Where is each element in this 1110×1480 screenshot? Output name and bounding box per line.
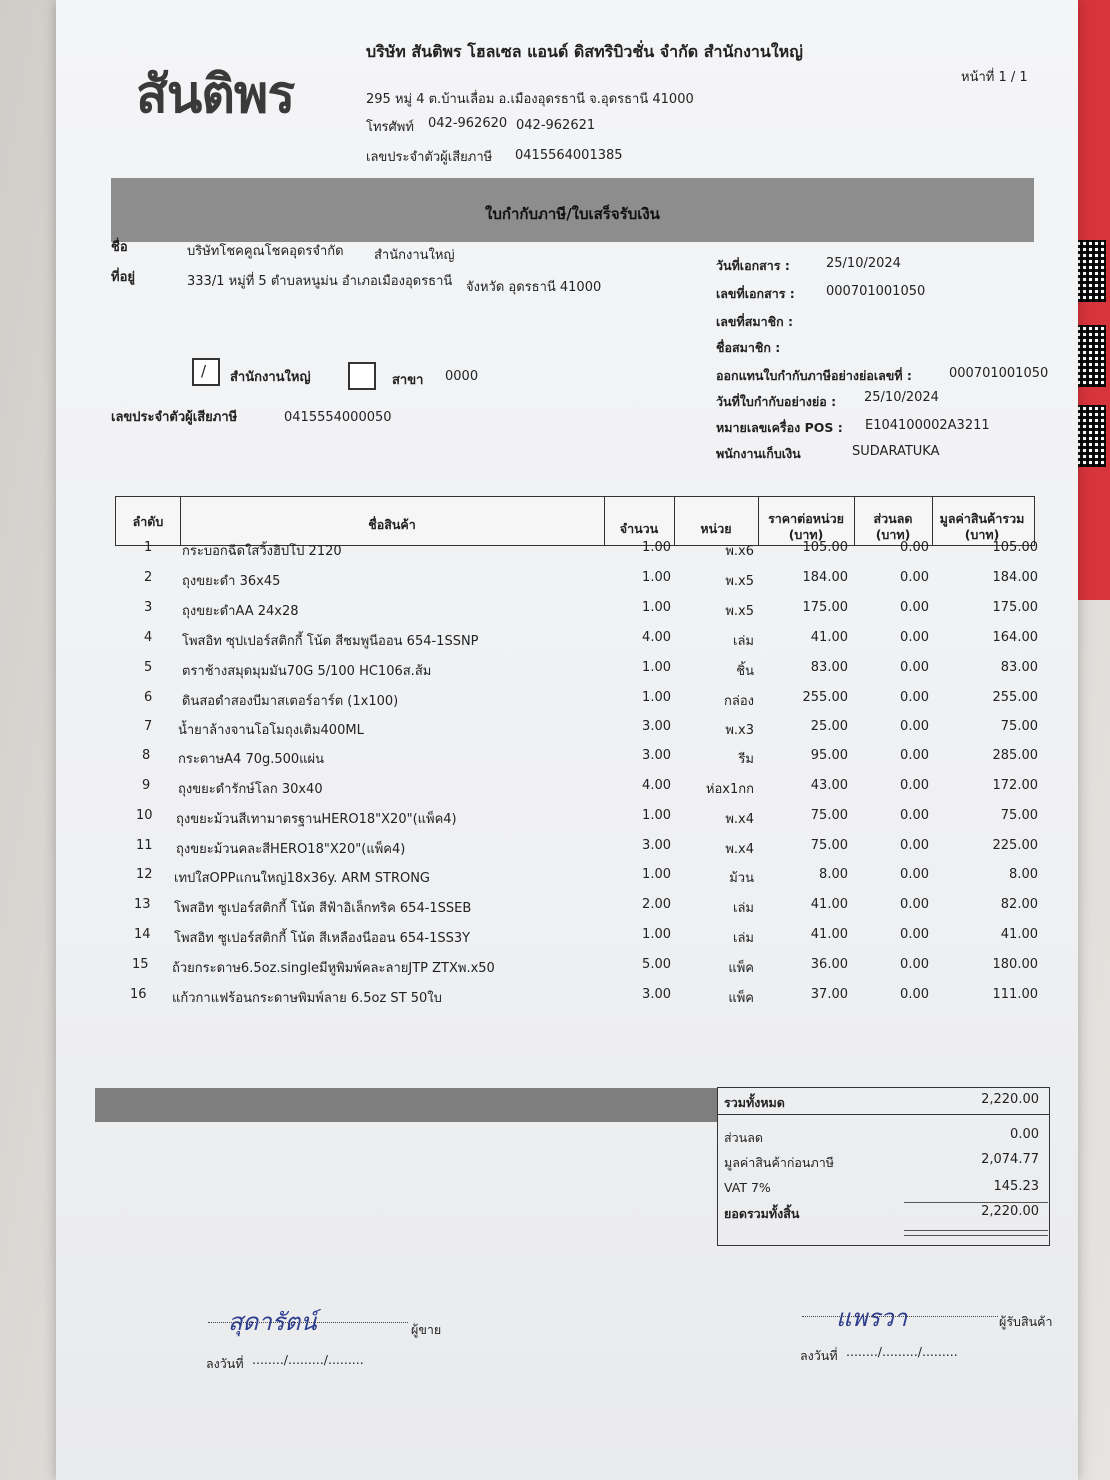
summary-vat: 145.23 xyxy=(993,1179,1039,1194)
row-discount: 0.00 xyxy=(900,838,929,853)
summary-total: 2,220.00 xyxy=(981,1092,1039,1107)
summary-pretax-label: มูลค่าสินค้าก่อนภาษี xyxy=(724,1155,834,1170)
summary-grand: 2,220.00 xyxy=(981,1204,1039,1219)
table-row xyxy=(56,719,1056,743)
row-qty: 5.00 xyxy=(642,957,671,972)
col-price-unit: (บาท) xyxy=(788,527,824,542)
row-no: 4 xyxy=(144,630,153,645)
col-unit xyxy=(674,497,759,545)
doc-date: 25/10/2024 xyxy=(826,256,901,271)
row-no: 3 xyxy=(144,600,153,615)
summary-bar xyxy=(95,1088,718,1122)
row-price: 105.00 xyxy=(802,540,848,555)
row-discount: 0.00 xyxy=(900,808,929,823)
row-price: 36.00 xyxy=(810,957,848,972)
row-total: 41.00 xyxy=(1000,927,1038,942)
table-row xyxy=(56,808,1056,832)
row-no: 10 xyxy=(136,808,153,823)
table-row xyxy=(56,927,1056,951)
hq-label: สำนักงานใหญ่ xyxy=(230,370,311,385)
receiver-label: ผู้รับสินค้า xyxy=(999,1314,1053,1329)
row-item-name: โพสอิท ซูเปอร์สติกกี้ โน้ต สีฟ้าอิเล็กทริค 654-1SSEB xyxy=(174,901,472,916)
col-discount-unit: (บาท) xyxy=(875,527,911,542)
row-item-name: แก้วกาแฟร้อนกระดาษพิมพ์ลาย 6.5oz ST 50ใบ xyxy=(172,991,442,1006)
summary-vat-label: VAT 7% xyxy=(724,1180,771,1195)
row-item-name: เทปใสOPPแกนใหญ่18x36y. ARM STRONG xyxy=(174,871,431,886)
row-no: 7 xyxy=(144,719,153,734)
row-total: 75.00 xyxy=(1000,808,1038,823)
col-price-label: ราคาต่อหน่วย xyxy=(768,511,844,526)
col-price xyxy=(758,497,855,545)
summary-double-rule xyxy=(904,1230,1048,1231)
table-row xyxy=(56,600,1056,624)
customer-name-label: ชื่อ xyxy=(111,240,128,255)
col-discount-label: ส่วนลด xyxy=(873,511,913,526)
row-qty: 3.00 xyxy=(642,719,671,734)
row-unit: เล่ม xyxy=(733,901,754,916)
customer-address: 333/1 หมู่ที่ 5 ตำบลหนูม่น อำเภอเมืองอุดรธานี xyxy=(187,274,453,289)
row-item-name: ถุงขยะม้วนสีเทามาตรฐานHERO18"X20"(แพ็ค4) xyxy=(176,812,457,827)
member-name-label: ชื่อสมาชิก : xyxy=(716,340,781,355)
seller-signature: สุดารัตน์ xyxy=(228,1308,317,1336)
invoice-paper xyxy=(56,0,1078,1480)
row-total: 285.00 xyxy=(992,748,1038,763)
row-total: 83.00 xyxy=(1000,660,1038,675)
row-qty: 1.00 xyxy=(642,540,671,555)
doc-number: 000701001050 xyxy=(826,284,926,299)
customer-branch-name: สำนักงานใหญ่ xyxy=(374,248,455,263)
row-item-name: ถุงขยะม้วนคละสีHERO18"X20"(แพ็ค4) xyxy=(176,842,406,857)
row-price: 255.00 xyxy=(802,690,848,705)
row-total: 75.00 xyxy=(1000,719,1038,734)
row-no: 2 xyxy=(144,570,153,585)
col-no xyxy=(116,497,181,545)
table-row xyxy=(56,690,1056,714)
row-price: 75.00 xyxy=(810,838,848,853)
row-item-name: โพสอิท ซุปเปอร์สติกกี้ โน้ต สีชมพูนีออน 654-1SSNP xyxy=(182,634,479,649)
short-invoice-date: 25/10/2024 xyxy=(864,390,939,405)
row-unit: พ.x4 xyxy=(725,812,754,827)
row-discount: 0.00 xyxy=(900,660,929,675)
row-no: 14 xyxy=(134,927,151,942)
row-item-name: กระบอกฉีดใสวิ้งฮิปโป 2120 xyxy=(182,544,342,559)
cashier-name: SUDARATUKA xyxy=(852,444,940,459)
row-unit: ชิ้น xyxy=(736,664,754,679)
row-price: 41.00 xyxy=(810,927,848,942)
seller-signature-line xyxy=(208,1322,408,1323)
row-no: 16 xyxy=(130,987,147,1002)
customer-taxid-label: เลขประจำตัวผู้เสียภาษี xyxy=(111,410,238,425)
row-qty: 4.00 xyxy=(642,778,671,793)
row-no: 1 xyxy=(144,540,153,555)
row-discount: 0.00 xyxy=(900,987,929,1002)
row-unit: เล่ม xyxy=(733,931,754,946)
row-qty: 1.00 xyxy=(642,808,671,823)
receiver-date-blank: ......../........./......... xyxy=(846,1344,958,1359)
replace-invoice-label: ออกแทนใบกำกับภาษีอย่างย่อเลขที่ : xyxy=(716,368,912,383)
table-row xyxy=(56,660,1056,684)
row-total: 180.00 xyxy=(992,957,1038,972)
row-item-name: ถุงขยะดำAA 24x28 xyxy=(182,604,299,619)
member-number-label: เลขที่สมาชิก : xyxy=(716,314,794,329)
row-unit: แพ็ค xyxy=(728,991,754,1006)
row-qty: 3.00 xyxy=(642,838,671,853)
table-row xyxy=(56,540,1056,564)
page-number: หน้าที่ 1 / 1 xyxy=(961,70,1028,85)
items-table-header xyxy=(115,496,1035,546)
table-row xyxy=(56,570,1056,594)
row-discount: 0.00 xyxy=(900,570,929,585)
table-row xyxy=(56,987,1056,1011)
table-row xyxy=(56,897,1056,921)
row-no: 8 xyxy=(142,748,151,763)
row-price: 41.00 xyxy=(810,630,848,645)
row-unit: พ.x4 xyxy=(725,842,754,857)
customer-name: บริษัทโชคคูณโชคอุดรจำกัด xyxy=(187,244,344,259)
row-qty: 1.00 xyxy=(642,660,671,675)
row-price: 25.00 xyxy=(810,719,848,734)
summary-separator xyxy=(718,1114,1049,1115)
table-row xyxy=(56,838,1056,862)
row-total: 255.00 xyxy=(992,690,1038,705)
row-unit: เล่ม xyxy=(733,634,754,649)
hq-checkmark: / xyxy=(201,362,207,380)
row-qty: 1.00 xyxy=(642,867,671,882)
company-logo: สันติพร xyxy=(136,65,295,125)
row-price: 75.00 xyxy=(810,808,848,823)
row-discount: 0.00 xyxy=(900,897,929,912)
row-discount: 0.00 xyxy=(900,778,929,793)
seller-date-blank: ......../........./......... xyxy=(252,1352,364,1367)
row-unit: พ.x5 xyxy=(725,574,754,589)
summary-box xyxy=(717,1087,1050,1246)
branch-label: สาขา xyxy=(392,373,424,388)
row-item-name: น้ำยาล้างจานโอโมถุงเติม400ML xyxy=(178,723,364,738)
doc-number-label: เลขที่เอกสาร : xyxy=(716,286,795,301)
doc-date-label: วันที่เอกสาร : xyxy=(716,258,790,273)
row-price: 175.00 xyxy=(802,600,848,615)
row-qty: 1.00 xyxy=(642,927,671,942)
row-unit: พ.x6 xyxy=(725,544,754,559)
table-row xyxy=(56,957,1056,981)
col-discount xyxy=(854,497,933,545)
row-qty: 1.00 xyxy=(642,600,671,615)
row-no: 12 xyxy=(136,867,153,882)
row-discount: 0.00 xyxy=(900,630,929,645)
row-item-name: ถ้วยกระดาษ6.5oz.singleมีหูพิมพ์คละลายJTP ZTXพ.x50 xyxy=(172,961,495,976)
row-discount: 0.00 xyxy=(900,927,929,942)
document-title: ใบกำกับภาษี/ใบเสร็จรับเงิน xyxy=(485,205,660,223)
row-qty: 1.00 xyxy=(642,570,671,585)
row-qty: 1.00 xyxy=(642,690,671,705)
row-total: 111.00 xyxy=(992,987,1038,1002)
summary-discount-label: ส่วนลด xyxy=(724,1130,763,1145)
row-item-name: ถุงขยะดำรักษ์โลก 30x40 xyxy=(178,782,323,797)
customer-address-label: ที่อยู่ xyxy=(111,270,135,285)
company-phone-1: 042-962620 xyxy=(428,116,508,131)
row-no: 5 xyxy=(144,660,153,675)
row-price: 41.00 xyxy=(810,897,848,912)
row-price: 37.00 xyxy=(810,987,848,1002)
row-qty: 2.00 xyxy=(642,897,671,912)
row-total: 82.00 xyxy=(1000,897,1038,912)
row-discount: 0.00 xyxy=(900,719,929,734)
seller-date-label: ลงวันที่ xyxy=(206,1356,244,1371)
row-price: 8.00 xyxy=(819,867,848,882)
row-price: 95.00 xyxy=(810,748,848,763)
table-row xyxy=(56,630,1056,654)
col-qty xyxy=(604,497,675,545)
row-discount: 0.00 xyxy=(900,690,929,705)
summary-grand-label: ยอดรวมทั้งสิ้น xyxy=(724,1206,800,1221)
receiver-date-label: ลงวันที่ xyxy=(800,1348,838,1363)
row-qty: 4.00 xyxy=(642,630,671,645)
row-no: 13 xyxy=(134,897,151,912)
col-name xyxy=(180,497,605,545)
receiver-signature-line xyxy=(802,1316,998,1317)
col-total-label: มูลค่าสินค้ารวม xyxy=(939,511,1025,526)
hq-checkbox xyxy=(192,358,220,386)
row-no: 15 xyxy=(132,957,149,972)
customer-province: จังหวัด อุดรธานี 41000 xyxy=(466,280,602,295)
row-price: 184.00 xyxy=(802,570,848,585)
row-no: 11 xyxy=(136,838,153,853)
table-row xyxy=(56,748,1056,772)
company-taxid: 0415564001385 xyxy=(515,148,623,163)
row-unit: พ.x3 xyxy=(725,723,754,738)
row-total: 8.00 xyxy=(1009,867,1038,882)
row-total: 105.00 xyxy=(992,540,1038,555)
row-total: 225.00 xyxy=(992,838,1038,853)
row-item-name: โพสอิท ซูเปอร์สติกกี้ โน้ต สีเหลืองนีออน 654-1SS3Y xyxy=(174,931,471,946)
row-qty: 3.00 xyxy=(642,987,671,1002)
row-discount: 0.00 xyxy=(900,748,929,763)
row-total: 184.00 xyxy=(992,570,1038,585)
row-unit: แพ็ค xyxy=(728,961,754,976)
row-item-name: ตราช้างสมุดมุมมัน70G 5/100 HC106ส.ส้ม xyxy=(182,664,432,679)
table-row xyxy=(56,778,1056,802)
col-total-unit: (บาท) xyxy=(964,527,1000,542)
branch-number: 0000 xyxy=(445,369,479,384)
col-total xyxy=(932,497,1032,545)
row-no: 6 xyxy=(144,690,153,705)
pos-number-label: หมายเลขเครื่อง POS : xyxy=(716,420,843,435)
row-discount: 0.00 xyxy=(900,540,929,555)
document-title-bar xyxy=(111,178,1034,242)
row-total: 172.00 xyxy=(992,778,1038,793)
row-price: 83.00 xyxy=(810,660,848,675)
company-name: บริษัท สันติพร โฮลเซล แอนด์ ดิสทริบิวชั่น จำกัด สำนักงานใหญ่ xyxy=(366,42,803,61)
branch-checkbox xyxy=(348,362,376,390)
summary-discount: 0.00 xyxy=(1010,1127,1039,1142)
row-unit: รีม xyxy=(738,752,754,767)
col-qty-label: จำนวน xyxy=(619,521,659,536)
row-total: 175.00 xyxy=(992,600,1038,615)
summary-pretax: 2,074.77 xyxy=(981,1152,1039,1167)
replace-invoice-number: 000701001050 xyxy=(949,366,1049,381)
row-item-name: กระดาษA4 70g.500แผ่น xyxy=(178,752,325,767)
receiver-signature: แพรวา xyxy=(836,1304,908,1332)
row-discount: 0.00 xyxy=(900,867,929,882)
summary-total-label: รวมทั้งหมด xyxy=(724,1095,785,1110)
row-unit: พ.x5 xyxy=(725,604,754,619)
customer-taxid: 0415554000050 xyxy=(284,410,392,425)
row-unit: ห่อx1กก xyxy=(705,782,754,797)
short-invoice-date-label: วันที่ใบกำกับอย่างย่อ : xyxy=(716,394,837,409)
col-no-label: ลำดับ xyxy=(132,514,164,529)
company-phone-label: โทรศัพท์ xyxy=(366,120,414,135)
row-no: 9 xyxy=(142,778,151,793)
summary-double-rule xyxy=(904,1235,1048,1236)
row-discount: 0.00 xyxy=(900,957,929,972)
row-price: 43.00 xyxy=(810,778,848,793)
row-unit: ม้วน xyxy=(729,871,754,886)
col-unit-label: หน่วย xyxy=(700,521,732,536)
summary-rule xyxy=(904,1202,1048,1203)
pos-number: E104100002A3211 xyxy=(865,418,990,433)
row-discount: 0.00 xyxy=(900,600,929,615)
company-taxid-label: เลขประจำตัวผู้เสียภาษี xyxy=(366,150,493,165)
row-unit: กล่อง xyxy=(724,694,754,709)
company-address: 295 หมู่ 4 ต.บ้านเลื่อม อ.เมืองอุดรธานี จ.อุดรธานี 41000 xyxy=(366,92,694,107)
row-item-name: ดินสอดำสองบีมาสเตอร์อาร์ต (1x100) xyxy=(182,694,399,709)
row-qty: 3.00 xyxy=(642,748,671,763)
cashier-label: พนักงานเก็บเงิน xyxy=(716,446,801,461)
row-item-name: ถุงขยะดำ 36x45 xyxy=(182,574,281,589)
row-total: 164.00 xyxy=(992,630,1038,645)
seller-label: ผู้ขาย xyxy=(411,1322,442,1337)
col-name-label: ชื่อสินค้า xyxy=(368,517,416,532)
table-row xyxy=(56,867,1056,891)
company-phone-2: 042-962621 xyxy=(516,118,596,133)
